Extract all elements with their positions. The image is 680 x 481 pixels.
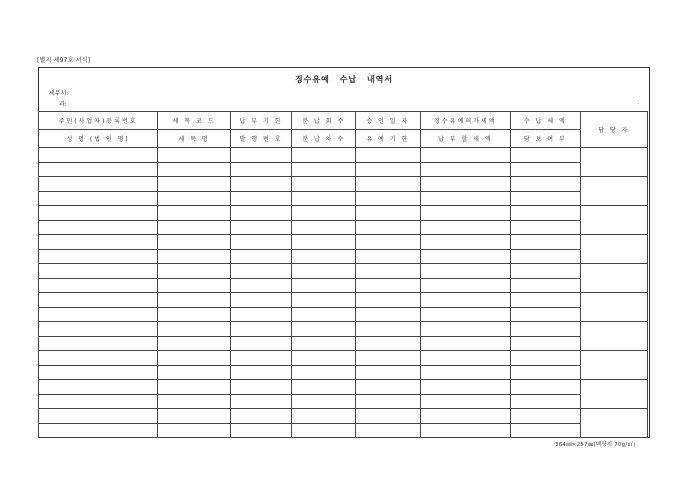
manager-cell	[580, 206, 647, 235]
entry-cell	[230, 264, 292, 279]
entry-cell	[230, 148, 292, 163]
entry-cell	[420, 249, 510, 264]
entry-cell	[39, 278, 158, 293]
entry-cell	[158, 148, 230, 163]
manager-cell	[580, 148, 647, 177]
entry-cell	[158, 394, 230, 409]
entry-row	[39, 220, 648, 235]
entry-cell	[39, 409, 158, 424]
entry-cell	[355, 351, 420, 366]
entry-row	[39, 148, 648, 163]
entry-cell	[355, 322, 420, 337]
entry-cell	[39, 293, 158, 308]
header-cell: 유 예 기 한	[355, 130, 420, 148]
entry-cell	[292, 249, 356, 264]
entry-cell	[511, 249, 581, 264]
entry-cell	[511, 206, 581, 221]
entry-cell	[292, 220, 356, 235]
form-title: 징수유예 수납 내역서	[294, 75, 394, 84]
entry-cell	[420, 394, 510, 409]
entry-cell	[230, 293, 292, 308]
entry-cell	[39, 365, 158, 380]
entry-row	[39, 394, 648, 409]
entry-cell	[292, 162, 356, 177]
entry-row	[39, 162, 648, 177]
entry-cell	[230, 351, 292, 366]
entry-cell	[355, 206, 420, 221]
entry-row	[39, 365, 648, 380]
entry-cell	[355, 307, 420, 322]
entry-cell	[355, 293, 420, 308]
entry-cell	[355, 264, 420, 279]
entry-cell	[511, 293, 581, 308]
colon-mark: :	[636, 99, 639, 106]
entry-cell	[292, 423, 356, 438]
header-cell: 분 납 차 수	[292, 130, 356, 148]
entry-row	[39, 206, 648, 221]
entry-cell	[292, 307, 356, 322]
entry-cell	[420, 409, 510, 424]
entry-row	[39, 423, 648, 438]
entry-cell	[420, 264, 510, 279]
header-row-1	[39, 112, 648, 130]
entry-cell	[39, 220, 158, 235]
entry-cell	[158, 191, 230, 206]
entry-cell	[420, 307, 510, 322]
tax-office-label: 세무서:	[49, 90, 69, 97]
entry-cell	[292, 351, 356, 366]
entry-cell	[355, 365, 420, 380]
entry-cell	[39, 235, 158, 250]
entry-cell	[39, 177, 158, 192]
entry-row	[39, 307, 648, 322]
manager-cell	[580, 177, 647, 206]
entry-cell	[292, 322, 356, 337]
entry-cell	[230, 307, 292, 322]
entry-cell	[158, 365, 230, 380]
entry-row	[39, 336, 648, 351]
entry-cell	[420, 322, 510, 337]
entry-cell	[511, 423, 581, 438]
entry-cell	[39, 351, 158, 366]
entry-cell	[355, 220, 420, 235]
entry-cell	[511, 235, 581, 250]
entry-cell	[230, 409, 292, 424]
entry-cell	[230, 394, 292, 409]
entry-cell	[158, 380, 230, 395]
entry-cell	[39, 380, 158, 395]
header-cell: 분 납 회 수	[292, 112, 356, 130]
entry-cell	[230, 249, 292, 264]
header-cell: 징수유예허가세액	[420, 112, 510, 130]
entry-cell	[511, 307, 581, 322]
entry-row	[39, 293, 648, 308]
entry-cell	[292, 191, 356, 206]
entry-cell	[511, 162, 581, 177]
entry-cell	[355, 148, 420, 163]
entry-row	[39, 351, 648, 366]
header-cell: 납 부 할 세 액	[420, 130, 510, 148]
entry-cell	[511, 191, 581, 206]
entry-cell	[420, 206, 510, 221]
entry-cell	[292, 394, 356, 409]
entry-cell	[355, 409, 420, 424]
manager-cell	[580, 380, 647, 409]
entry-cell	[292, 278, 356, 293]
entry-cell	[292, 235, 356, 250]
entry-cell	[292, 336, 356, 351]
header-cell: 세 목 명	[158, 130, 230, 148]
entry-cell	[230, 336, 292, 351]
entry-cell	[355, 162, 420, 177]
entry-cell	[292, 365, 356, 380]
entry-cell	[355, 278, 420, 293]
entry-cell	[420, 365, 510, 380]
entry-cell	[355, 394, 420, 409]
manager-cell	[580, 264, 647, 293]
entry-cell	[39, 191, 158, 206]
entry-cell	[355, 191, 420, 206]
entry-cell	[230, 380, 292, 395]
entry-cell	[230, 220, 292, 235]
entry-cell	[39, 394, 158, 409]
entry-row	[39, 177, 648, 192]
entry-cell	[158, 336, 230, 351]
header-cell: 수 납 세 액	[511, 112, 581, 130]
entry-cell	[420, 423, 510, 438]
entry-cell	[420, 191, 510, 206]
entry-cell	[39, 148, 158, 163]
manager-cell	[580, 409, 647, 438]
header-row-2	[39, 130, 648, 148]
entry-cell	[511, 394, 581, 409]
entry-cell	[230, 235, 292, 250]
header-cell: 납 부 기 한	[230, 112, 292, 130]
entry-cell	[39, 423, 158, 438]
entry-cell	[292, 293, 356, 308]
form-frame	[38, 67, 650, 438]
entry-cell	[420, 235, 510, 250]
entry-row	[39, 264, 648, 279]
header-cell: 성 명 (법 인 명)	[39, 130, 158, 148]
department-label: 과:	[59, 101, 67, 108]
header-cell: 주민(사업자)등록번호	[39, 112, 158, 130]
manager-cell	[580, 293, 647, 322]
entry-cell	[158, 322, 230, 337]
entry-cell	[511, 278, 581, 293]
entry-cell	[292, 177, 356, 192]
entry-cell	[355, 380, 420, 395]
entry-cell	[230, 278, 292, 293]
header-cell: 승 인 일 자	[355, 112, 420, 130]
entry-cell	[511, 220, 581, 235]
entry-cell	[420, 177, 510, 192]
entry-cell	[39, 322, 158, 337]
entry-row	[39, 235, 648, 250]
entry-cell	[158, 264, 230, 279]
entry-cell	[420, 162, 510, 177]
header-cell: 세 목 코 드	[158, 112, 230, 130]
entry-cell	[355, 336, 420, 351]
entry-cell	[230, 423, 292, 438]
entry-cell	[158, 278, 230, 293]
entry-cell	[230, 365, 292, 380]
entry-cell	[39, 264, 158, 279]
entry-row	[39, 322, 648, 337]
entry-cell	[355, 235, 420, 250]
entry-cell	[420, 148, 510, 163]
entry-row	[39, 409, 648, 424]
entry-cell	[230, 206, 292, 221]
entry-cell	[511, 351, 581, 366]
entry-cell	[420, 293, 510, 308]
manager-cell	[580, 322, 647, 351]
entry-cell	[158, 249, 230, 264]
entry-cell	[292, 148, 356, 163]
entry-cell	[158, 307, 230, 322]
entry-row	[39, 249, 648, 264]
manager-cell	[580, 351, 647, 380]
entry-cell	[420, 351, 510, 366]
entry-cell	[420, 336, 510, 351]
entry-row	[39, 191, 648, 206]
manager-cell	[580, 235, 647, 264]
entry-cell	[39, 206, 158, 221]
form-number-label: [별지 제97호 서식]	[37, 57, 91, 64]
header-cell-manager: 담 당 자	[580, 112, 647, 148]
entry-cell	[511, 264, 581, 279]
entry-cell	[420, 220, 510, 235]
header-cell: 발 행 번 호	[230, 130, 292, 148]
entry-cell	[511, 409, 581, 424]
entry-cell	[39, 307, 158, 322]
entry-cell	[511, 336, 581, 351]
entry-cell	[158, 409, 230, 424]
entry-cell	[292, 409, 356, 424]
entry-cell	[158, 351, 230, 366]
entry-cell	[511, 148, 581, 163]
entry-cell	[420, 380, 510, 395]
entry-cell	[420, 278, 510, 293]
entry-row	[39, 380, 648, 395]
entry-cell	[511, 380, 581, 395]
entry-cell	[158, 423, 230, 438]
entry-cell	[511, 177, 581, 192]
entry-cell	[158, 206, 230, 221]
entry-cell	[230, 162, 292, 177]
entry-cell	[158, 162, 230, 177]
header-cell: 담 보 여 부	[511, 130, 581, 148]
entry-cell	[158, 220, 230, 235]
entry-cell	[292, 264, 356, 279]
entry-cell	[230, 191, 292, 206]
entry-cell	[355, 423, 420, 438]
entry-cell	[511, 322, 581, 337]
entry-cell	[158, 293, 230, 308]
entry-cell	[39, 249, 158, 264]
entry-cell	[158, 177, 230, 192]
entry-cell	[292, 206, 356, 221]
entry-cell	[39, 336, 158, 351]
entry-cell	[230, 177, 292, 192]
paper-spec-footer: 364㎜×257㎜(백상지 70g/㎡)	[555, 442, 636, 448]
entry-cell	[355, 177, 420, 192]
entry-cell	[158, 235, 230, 250]
entry-cell	[230, 322, 292, 337]
receipt-table	[38, 111, 648, 438]
entry-cell	[511, 365, 581, 380]
entry-row	[39, 278, 648, 293]
entry-cell	[39, 162, 158, 177]
entry-cell	[292, 380, 356, 395]
entry-cell	[355, 249, 420, 264]
